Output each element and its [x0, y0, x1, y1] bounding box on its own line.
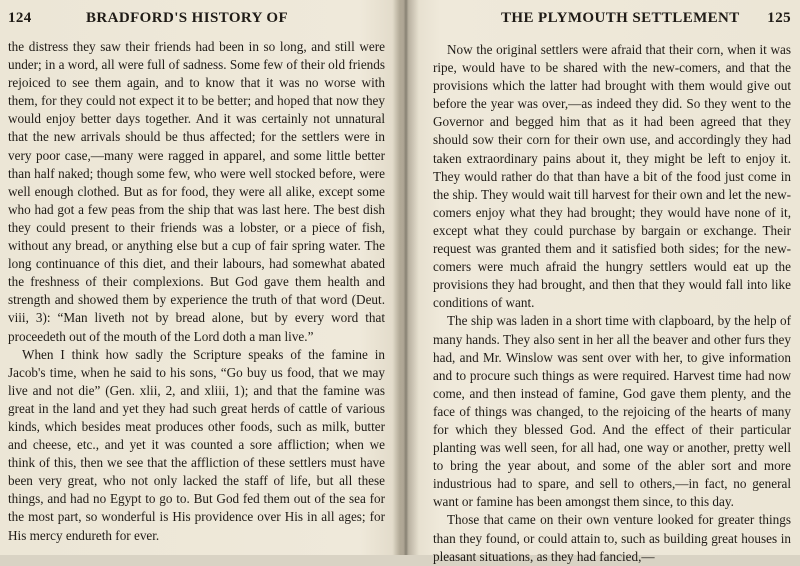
left-running-head: BRADFORD'S HISTORY OF: [86, 10, 289, 26]
book-gutter: [393, 0, 419, 555]
paragraph: Now the original settlers were afraid that their corn, when it was ripe, would have to be shared with the new-comers, and that the provisions which the latter had brought with them would give out before the year was over,—as indeed they did. So they went to the Governor and begged him that as it had been agreed that they should sow their corn for their own use, and accordingly they had taken extraordinary pains about it, they might be left to enjoy it. They would rather do that than have a bit of the food just come in the ship. They would wait till harvest for their own and let the new-comers enjoy what they had brought; they would have none of it, except what they could purchase by bargain or exchange. Their request was granted them and it satisfied both sides; for the new-comers were much afraid the hungry settlers would eat up the provisions they had brought, and then that they would fall into like conditions of want.: [433, 42, 791, 311]
paragraph: the distress they saw their friends had been in so long, and still were under; in a word, all were full of sadness. Some few of their old friends rejoiced to see them again, and to know that it was no worse with them, for they could not expect it to be better; and hoped that now they would enjoy better days together. And it was certainly not unnatural that the new arrivals should be thus affected; for the settlers were in very poor case,—many were ragged in apparel, and some little better than half naked; though some few, who were well stocked before, were well enough clothed. But as for food, they were all alike, except some who had got a few peas from the ship that was last here. The best dish they could present to their friends was a lobster, or a piece of fish, without any bread, or anything else but a cup of fair spring water. The long continuance of this diet, and their labours, had somewhat abated the freshness of their complexions. But God gave them health and strength and showed them by experience the truth of that word (Deut. viii, 3): “Man liveth not by bread alone, but by every word that proceedeth out of the mouth of the Lord doth a man live.”: [8, 39, 385, 344]
right-page: [433, 0, 791, 564]
left-page: [8, 0, 385, 555]
right-page-number: 125: [767, 10, 791, 26]
left-page-header: [8, 10, 385, 30]
right-page-body: [433, 41, 791, 566]
right-page-header: [433, 10, 791, 30]
paragraph: Those that came on their own venture looked for greater things than they found, or could attain to, such as building great houses in pleasant situations, as they had fancied,—: [433, 512, 791, 564]
left-page-number: 124: [8, 10, 32, 26]
right-running-head: THE PLYMOUTH SETTLEMENT: [501, 10, 740, 26]
paragraph: When I think how sadly the Scripture speaks of the famine in Jacob's time, when he said to his sons, “Go buy us food, that we may live and not die” (Gen. xlii, 2, and xliii, 1); and that the famine was great in the land and yet they had such great herds of cattle of various kinds, which besides meat produces other foods, such as milk, butter and cheese, etc., and yet it was counted a sore affliction; when we think of this, then we see that the affliction of these settlers must have been very great, who not only lacked the staff of life, but all these things, and had no Egypt to go to. But God fed them out of the sea for the most part, so wonderful is His providence over His in all ages; for His mercy endureth for ever.: [8, 346, 385, 543]
left-page-body: [8, 38, 385, 545]
paragraph: The ship was laden in a short time with clapboard, by the help of many hands. They also sent in her all the beaver and other furs they had, and Mr. Winslow was sent over with her, to give information and to procure such things as were required. Harvest time had now come, and then instead of famine, God gave them plenty, and the face of things was changed, to the rejoicing of the hearts of many for which they blessed God. And the effect of their particular planting was well seen, for all had, one way or another, pretty well to bring the year about, and some of the abler sort and more industrious had to spare, and sell to others,—in fact, no general want or famine has been amongst them since, to this day.: [433, 313, 791, 510]
